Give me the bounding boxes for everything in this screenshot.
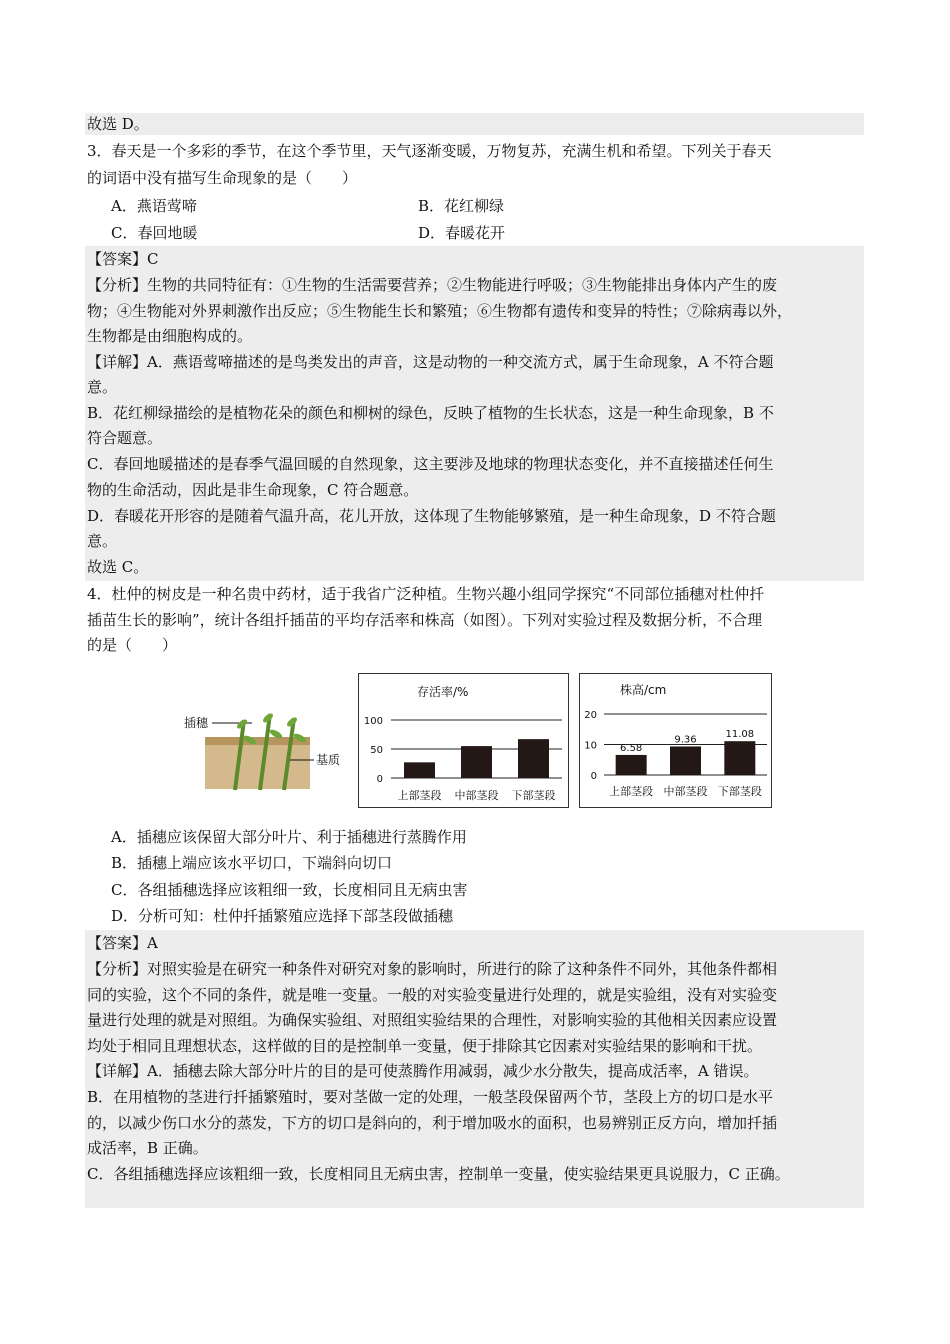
bar [616, 755, 647, 775]
q3-option-c: C．春回地暖 [111, 224, 198, 242]
q3-analysis-line: 生物都是由细胞构成的。 [87, 327, 253, 345]
q3-stem-line: 3．春天是一个多彩的季节，在这个季节里，天气逐渐变暖，万物复苏，充满生机和希望。下列关于春天 [87, 142, 772, 160]
data-label: 9.36 [674, 734, 697, 746]
q3-detail-line: D．春暖花开形容的是随着气温升高，花儿开放，这体现了生物能够繁殖，是一种生命现象，D 不符合题 [87, 507, 776, 525]
q4-analysis-line: 均处于相同且理想状态，这样做的目的是控制单一变量，便于排除其它因素对实验结果的影响和干扰。 [87, 1037, 763, 1055]
q3-detail-line: C．春回地暖描述的是春季气温回暖的自然现象，这主要涉及地球的物理状态变化，并不直接描述任何生 [87, 455, 774, 473]
q4-option-d: D．分析可知：杜仲扦插繁殖应选择下部茎段做插穗 [111, 907, 454, 925]
q3-conclusion: 故选 C。 [87, 558, 149, 576]
survival-rate-chart [359, 674, 568, 807]
category-label: 上部茎段 [609, 785, 654, 798]
category-label: 下部茎段 [511, 789, 556, 802]
q3-analysis-line: 物；④生物能对外界刺激作出反应；⑤生物能生长和繁殖；⑥生物都有遗传和变异的特性；⑦除病毒以外， [87, 302, 793, 320]
q4-answer: 【答案】A [87, 934, 158, 952]
q4-detail-line: C．各组插穗选择应该粗细一致，长度相同且无病虫害，控制单一变量，使实验结果更具说服力，C 正确。 [87, 1165, 790, 1183]
bar [670, 746, 701, 775]
q3-detail-line: 意。 [87, 378, 118, 396]
substrate-label: 基质 [316, 753, 341, 767]
q4-analysis-line: 【分析】对照实验是在研究一种条件对研究对象的影响时，所进行的除了这种条件不同外，其他条件都相 [87, 960, 778, 978]
data-label: 6.58 [620, 742, 643, 754]
q3-answer: 【答案】C [87, 250, 159, 268]
plant-height-chart-frame [579, 673, 772, 808]
q4-analysis-line: 量进行处理的就是对照组。为确保实验组、对照组实验结果的合理性，对影响实验的其他相关因素应设置 [87, 1011, 778, 1029]
bar [724, 741, 755, 775]
data-label: 11.08 [725, 729, 755, 741]
answer-block-prev [85, 113, 864, 135]
q4-option-b: B．插穗上端应该水平切口，下端斜向切口 [111, 854, 393, 872]
q4-option-c: C．各组插穗选择应该粗细一致，长度相同且无病虫害 [111, 881, 468, 899]
cutting-illustration [180, 700, 350, 800]
q3-option-a: A．燕语莺啼 [111, 197, 197, 215]
q3-detail-line: 【详解】A．燕语莺啼描述的是鸟类发出的声音，这是动物的一种交流方式，属于生命现象，A 不符合题 [87, 353, 774, 371]
bar [518, 739, 549, 778]
q4-detail-line: B．在用植物的茎进行扦插繁殖时，要对茎做一定的处理，一般茎段保留两个节，茎段上方的切口是水平 [87, 1088, 774, 1106]
chart-title: 存活率/% [417, 685, 469, 699]
q3-detail-line: B．花红柳绿描绘的是植物花朵的颜色和柳树的绿色，反映了植物的生长状态，这是一种生命现象，B 不 [87, 404, 774, 422]
category-label: 下部茎段 [717, 785, 762, 798]
q3-stem-line: 的词语中没有描写生命现象的是（ ） [87, 169, 358, 187]
category-label: 中部茎段 [454, 789, 499, 802]
y-tick-label: 10 [584, 740, 597, 752]
q4-detail-line: 的，以减少伤口水分的蒸发，下方的切口是斜向的，利于增加吸水的面积，也易辨别正反方向，增加扦插 [87, 1114, 778, 1132]
q3-option-d: D．春暖花开 [418, 224, 506, 242]
category-label: 上部茎段 [397, 789, 442, 802]
y-tick-label: 20 [584, 710, 597, 721]
category-label: 中部茎段 [663, 785, 708, 798]
y-tick-label: 0 [590, 771, 597, 782]
q4-stem-line: 4．杜仲的树皮是一种名贵中药材，适于我省广泛种植。生物兴趣小组同学探究“不同部位插穗对杜仲扦 [87, 585, 765, 603]
y-tick-label: 50 [370, 745, 383, 756]
q3-option-b: B．花红柳绿 [418, 197, 505, 215]
q4-option-a: A．插穗应该保留大部分叶片、利于插穗进行蒸腾作用 [111, 828, 467, 846]
cutting-label: 插穗 [184, 716, 209, 730]
q4-stem-line: 插苗生长的影响”，统计各组扦插苗的平均存活率和株高（如图）。下列对实验过程及数据分析，不合理 [87, 611, 763, 629]
q3-detail-line: 符合题意。 [87, 429, 163, 447]
q3-detail-line: 物的生命活动，因此是非生命现象，C 符合题意。 [87, 481, 419, 499]
chart-title: 株高/cm [620, 683, 667, 697]
q4-stem-line: 的是（ ） [87, 636, 178, 654]
conclusion-prev: 故选 D。 [87, 115, 149, 133]
q3-detail-line: 意。 [87, 532, 118, 550]
plant-height-chart [580, 674, 771, 807]
y-tick-label: 100 [363, 716, 383, 727]
q3-analysis-line: 【分析】生物的共同特征有：①生物的生活需要营养；②生物能进行呼吸；③生物能排出身体内产生的废 [87, 276, 778, 294]
bar [461, 746, 492, 778]
q4-analysis-line: 同的实验，这个不同的条件，就是唯一变量。一般的对实验变量进行处理的，就是实验组，没有对实验变 [87, 986, 778, 1004]
y-tick-label: 0 [376, 774, 383, 785]
q4-detail-line: 成活率，B 正确。 [87, 1139, 208, 1157]
bar [404, 762, 435, 778]
survival-rate-chart-frame [358, 673, 569, 808]
q4-detail-line: 【详解】A．插穗去除大部分叶片的目的是可使蒸腾作用减弱，减少水分散失，提高成活率，A 错误。 [87, 1062, 759, 1080]
